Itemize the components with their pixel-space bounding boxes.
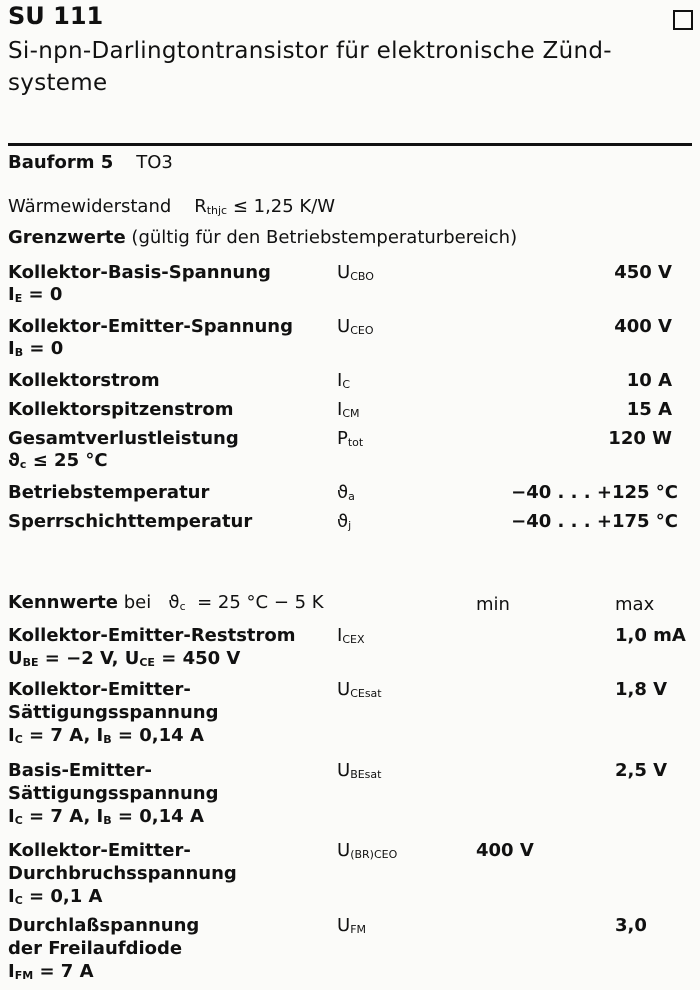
limit-condition: $I_B = 0$	[8, 338, 64, 359]
characteristic-condition: $U_{BE} = -2$ V, $U_{CE} = 450$ V	[8, 648, 241, 669]
characteristic-condition: $I_C = 7$ A, $I_B = 0,14$ A	[8, 806, 204, 827]
limit-symbol: $U_{CEO}$	[337, 316, 374, 337]
characteristic-condition: $I_C = 7$ A, $I_B = 0,14$ A	[8, 725, 204, 746]
characteristic-symbol: $U_{(BR)CEO}$	[337, 840, 398, 861]
characteristic-label: der Freilaufdiode	[8, 938, 183, 959]
characteristic-symbol: $U_{BEsat}$	[337, 760, 382, 781]
limit-symbol: $I_C$	[337, 370, 350, 391]
limit-value: −40 . . . +175 °C	[511, 511, 678, 532]
thermal-symbol: $R_{thjc}$	[194, 196, 228, 217]
characteristic-min: 400 V	[476, 840, 534, 861]
package-line	[8, 152, 173, 174]
limit-value: 15 A	[626, 399, 672, 420]
characteristic-condition: $I_{FM} = 7$ A	[8, 961, 94, 982]
limit-value: −40 . . . +125 °C	[511, 482, 678, 503]
limit-label: Kollektorstrom	[8, 370, 160, 391]
characteristics-heading: Kennwerte bei $ϑ_c = 25$ °C − 5 K	[8, 592, 324, 613]
characteristic-max: 3,0	[615, 915, 647, 936]
column-max-header: max	[615, 594, 655, 615]
thermal-line	[8, 196, 335, 222]
limit-label: Kollektorspitzenstrom	[8, 399, 234, 420]
limit-value: 10 A	[626, 370, 672, 391]
limit-symbol: $ϑ_a$	[337, 482, 355, 503]
thermal-value: ≤ 1,25 K/W	[232, 196, 336, 217]
package-value: TO3	[136, 152, 173, 173]
package-label: Bauform 5	[8, 152, 114, 173]
characteristic-label: Durchlaßspannung	[8, 915, 200, 936]
limit-label: Sperrschichttemperatur	[8, 511, 253, 532]
limits-heading: Grenzwerte (gültig für den Betriebstemperaturbereich)	[8, 227, 518, 248]
limit-symbol: $P_{tot}$	[337, 428, 364, 449]
characteristic-label: Basis-Emitter-	[8, 760, 152, 781]
limit-label: Kollektor-Emitter-Spannung	[8, 316, 293, 337]
subtitle-line-2: systeme	[8, 70, 108, 96]
characteristic-max: 2,5 V	[615, 760, 668, 781]
limit-condition: $I_E = 0$	[8, 284, 63, 305]
characteristic-label: Kollektor-Emitter-Reststrom	[8, 625, 296, 646]
column-min-header: min	[476, 594, 510, 615]
limit-label: Betriebstemperatur	[8, 482, 210, 503]
limit-label: Kollektor-Basis-Spannung	[8, 262, 271, 283]
characteristic-label: Sättigungsspannung	[8, 783, 219, 804]
characteristic-label: Kollektor-Emitter-	[8, 679, 191, 700]
limit-label: Gesamtverlustleistung	[8, 428, 239, 449]
limit-condition: $ϑ_c \le 25$ °C	[8, 450, 108, 471]
checkbox-square-icon	[673, 10, 693, 30]
characteristic-max: 1,0 mA	[615, 625, 686, 646]
characteristic-symbol: $U_{FM}$	[337, 915, 367, 936]
characteristic-label: Kollektor-Emitter-	[8, 840, 191, 861]
characteristic-label: Durchbruchsspannung	[8, 863, 237, 884]
limit-value: 450 V	[614, 262, 672, 283]
characteristic-symbol: $I_{CEX}$	[337, 625, 365, 646]
characteristic-condition: $I_C = 0,1$ A	[8, 886, 103, 907]
header-rule	[8, 143, 692, 146]
subtitle-line-1: Si-npn-Darlingtontransistor für elektronische Zünd-	[8, 38, 612, 64]
characteristic-max: 1,8 V	[615, 679, 668, 700]
limit-value: 120 W	[608, 428, 672, 449]
part-number-title: SU 111	[8, 2, 104, 30]
limit-value: 400 V	[614, 316, 672, 337]
thermal-label: Wärmewiderstand	[8, 196, 172, 217]
limit-symbol: $U_{CBO}$	[337, 262, 374, 283]
characteristic-label: Sättigungsspannung	[8, 702, 219, 723]
limit-symbol: $I_{CM}$	[337, 399, 360, 420]
characteristic-symbol: $U_{CEsat}$	[337, 679, 382, 700]
limit-symbol: $ϑ_j$	[337, 511, 352, 532]
